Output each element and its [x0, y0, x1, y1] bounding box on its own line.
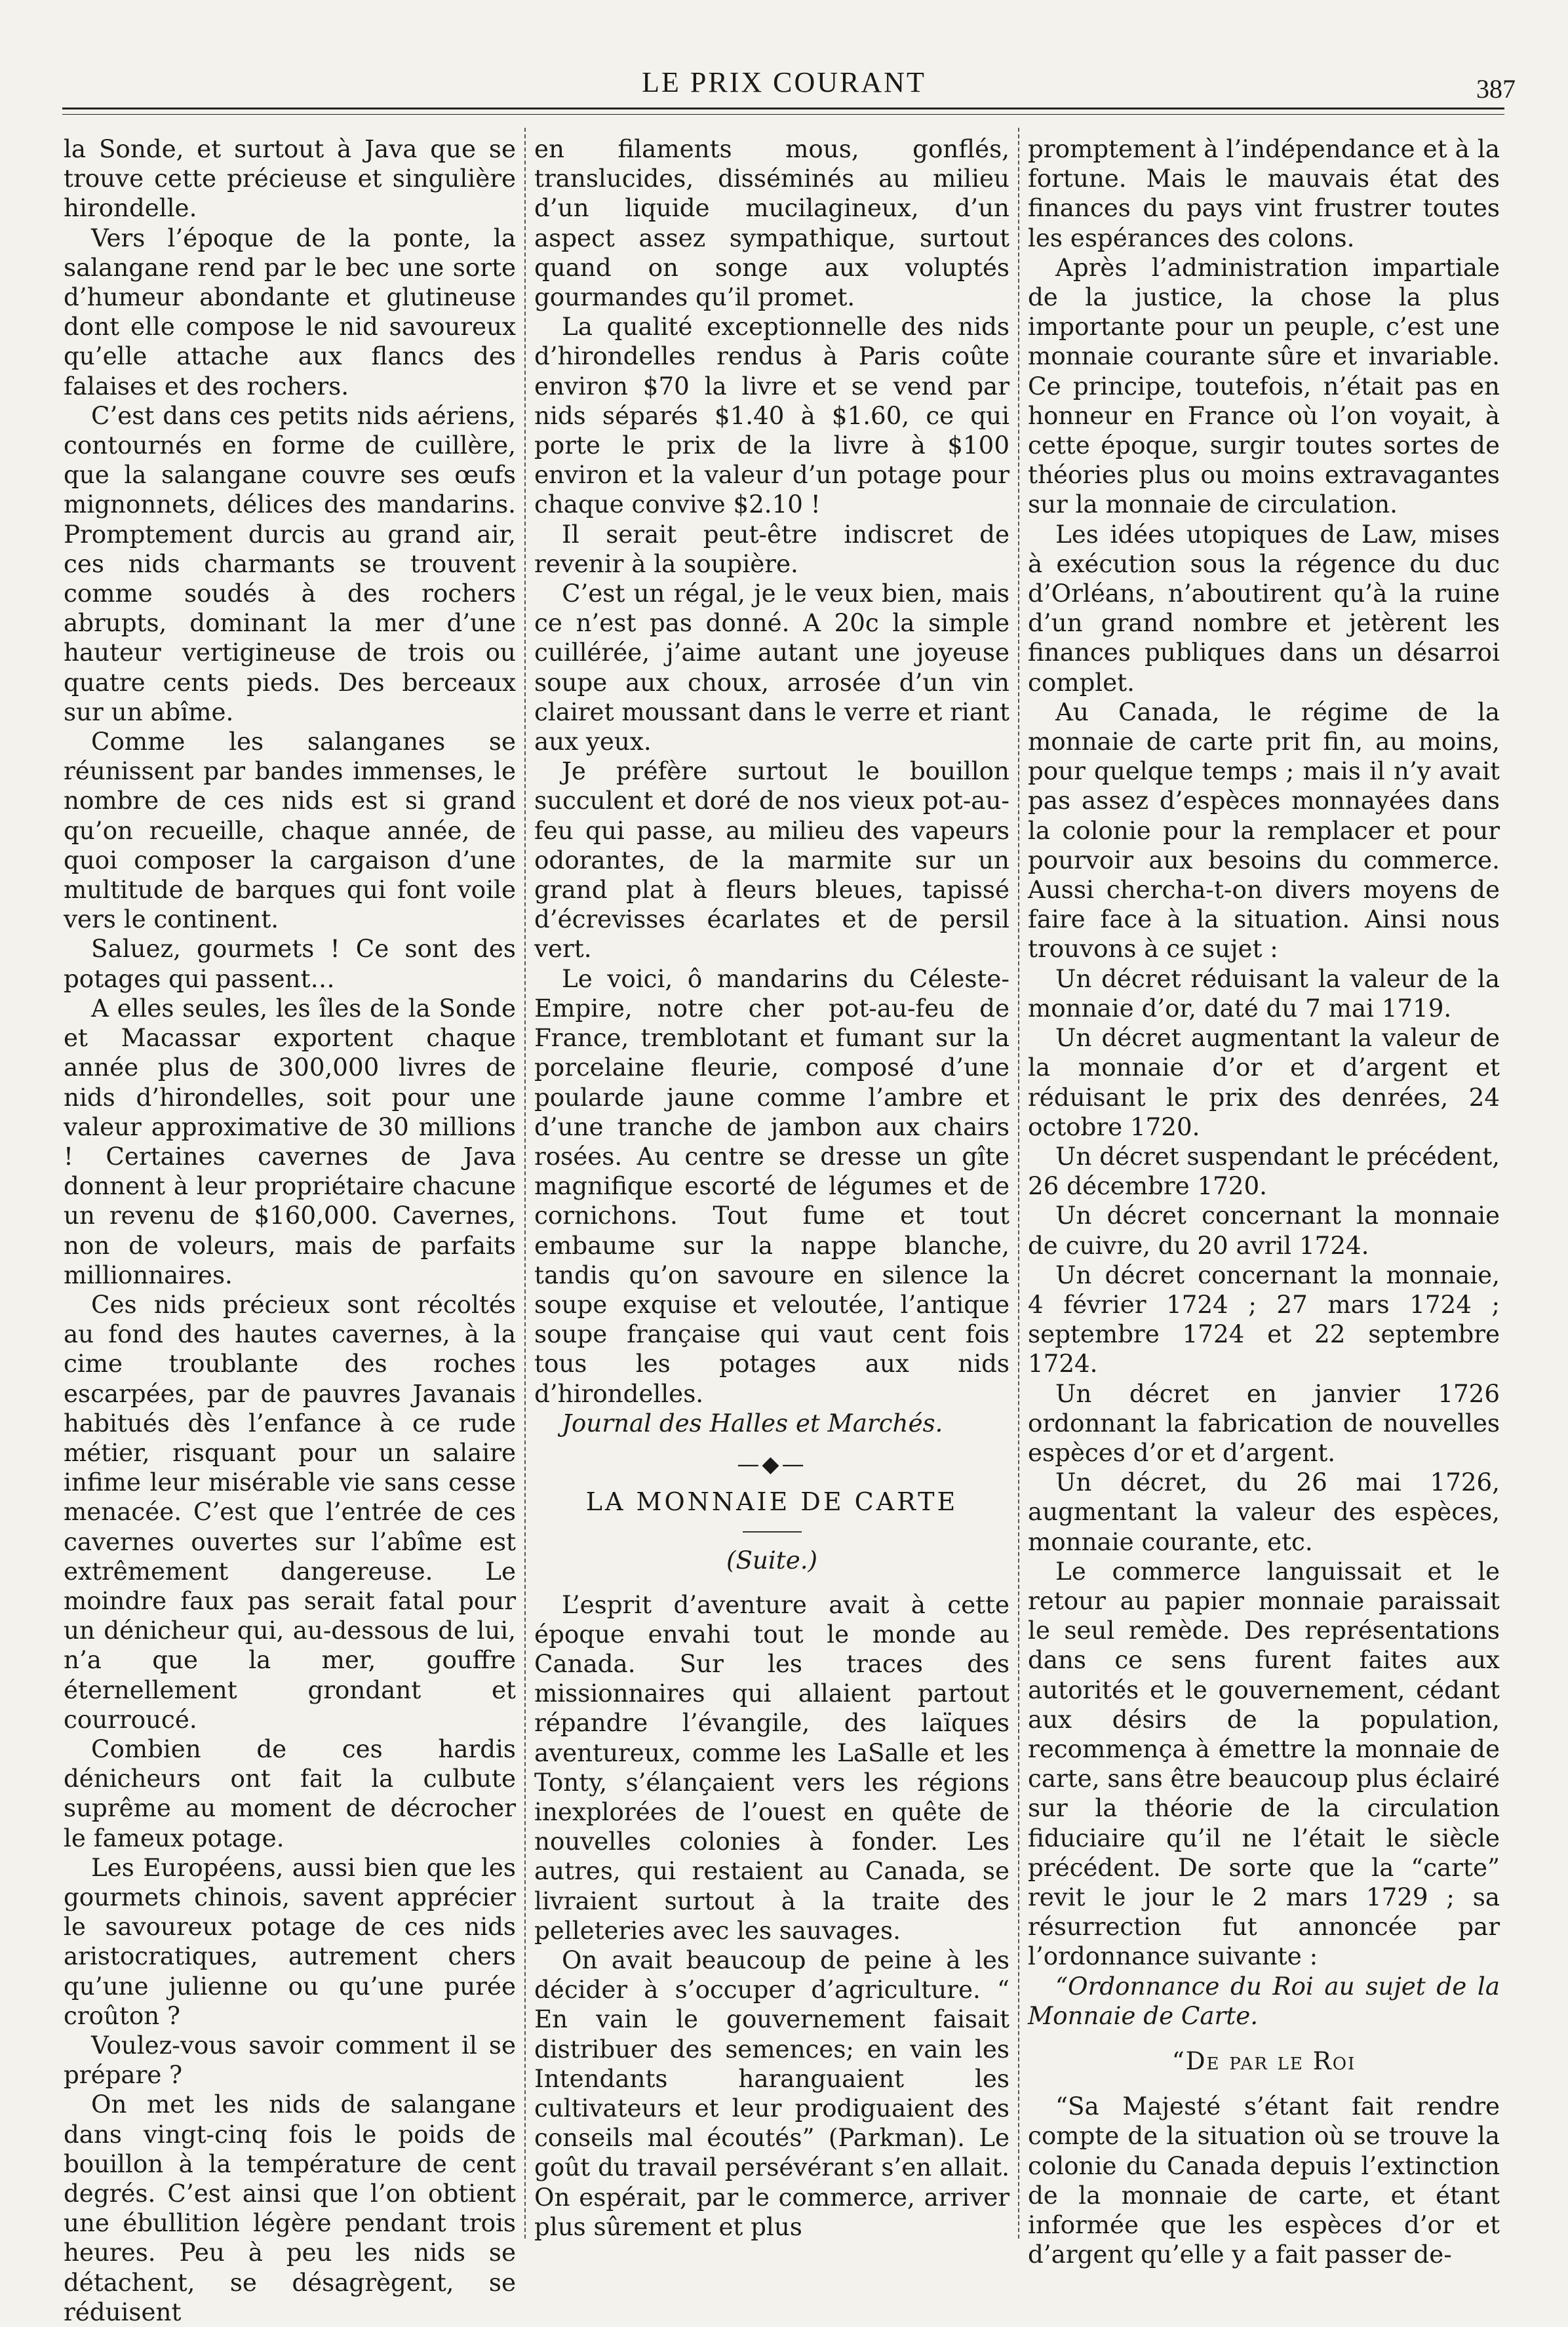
- paragraph: Après l’administration impartiale de la justice, la chose la plus importante pour un peuple, c’est une monnaie courante sûre et invariable. Ce principe, toutefois, n’était pas en honneur en France où l’on voyait, à cette époque, surgir toutes sortes de théories plus ou moins extravagantes sur la monnaie de circulation.: [1028, 252, 1500, 519]
- column-3: [1028, 134, 1500, 2269]
- paragraph: La qualité exceptionnelle des nids d’hirondelles rendus à Paris coûte environ $70 la livre et se vend par nids séparés $1.40 à $1.60, ce qui porte le prix de la livre à $100 environ et la valeur d’un potage pour chaque convive $2.10 !: [534, 312, 1009, 519]
- title-rule: [743, 1531, 802, 1533]
- paragraph: Les Européens, aussi bien que les gourmets chinois, savent apprécier le savoureux potage de ces nids aristocratiques, autrement chers qu’une julienne ou qu’une purée croûton ?: [64, 1852, 516, 2030]
- paragraph: Ces nids précieux sont récoltés au fond des hautes cavernes, à la cime troublante des roches escarpées, par de pauvres Javanais habitués dès l’enfance à ce rude métier, risquant pour un salaire infime leur misérable vie sans cesse menacée. C’est que l’entrée de ces cavernes ouvertes sur l’abîme est extrêmement dangereuse. Le moindre faux pas serait fatal pour un dénicheur qui, au-dessous de lui, n’a que la mer, gouffre éternellement grondant et courroucé.: [64, 1289, 516, 1734]
- paragraph: Un décret augmentant la valeur de la monnaie d’or et d’argent et réduisant le prix des denrées, 24 octobre 1720.: [1028, 1023, 1500, 1141]
- paragraph: A elles seules, les îles de la Sonde et Macassar exportent chaque année plus de 300,000 livres de nids d’hirondelles, soit pour une valeur approximative de 30 millions ! Certaines cavernes de Java donnent à leur propriétaire chacune un revenu de $160,000. Cavernes, non de voleurs, mais de parfaits millionnaires.: [64, 993, 516, 1289]
- paragraph: Les idées utopiques de Law, mises à exécution sous la régence du duc d’Orléans, n’aboutirent qu’à la ruine d’un grand nombre et jetèrent les finances publiques dans un désarroi complet.: [1028, 519, 1500, 697]
- paragraph: Vers l’époque de la ponte, la salangane rend par le bec une sorte d’humeur abondante et glutineuse dont elle compose le nid savoureux qu’elle attache aux flancs des falaises et des rochers.: [64, 223, 516, 401]
- paragraph: Comme les salanganes se réunissent par bandes immenses, le nombre de ces nids est si grand qu’on recueille, chaque année, de quoi composer la cargaison d’une multitude de barques qui font voile vers le continent.: [64, 727, 516, 934]
- paragraph: Un décret, du 26 mai 1726, augmentant la valeur des espèces, monnaie courante, etc.: [1028, 1468, 1500, 1556]
- paragraph: Au Canada, le régime de la monnaie de carte prit fin, au moins, pour quelque temps ; mais il n’y avait pas assez d’espèces monnayées dans la colonie pour la remplacer et pour pourvoir aux besoins du commerce. Aussi chercha-t-on divers moyens de faire face à la situation. Ainsi nous trouvons à ce sujet :: [1028, 697, 1500, 964]
- paragraph: Un décret concernant la monnaie de cuivre, du 20 avril 1724.: [1028, 1201, 1500, 1260]
- decree-heading: “De par le Roi: [1171, 2046, 1356, 2075]
- paragraph: On met les nids de salangane dans vingt-cinq fois le poids de bouillon à la température de cent degrés. C’est ainsi que l’on obtient une ébullition légère pendant trois heures. Peu à peu les nids se détachent, se désagrègent, se réduisent: [64, 2090, 516, 2326]
- ornament-divider: —◆—: [737, 1451, 807, 1477]
- paragraph: C’est dans ces petits nids aériens, contournés en forme de cuillère, que la salangane couvre ses œufs mignonnets, délices des mandarins. Promptement durcis au grand air, ces nids charmants se trouvent comme soudés à des rochers abrupts, dominant la mer d’une hauteur vertigineuse de trois ou quatre cents pieds. Des berceaux sur un abîme.: [64, 401, 516, 726]
- paragraph: Le voici, ô mandarins du Céleste-Empire, notre cher pot-au-feu de France, tremblotant et fumant sur la porcelaine fleurie, composé d’une poularde jaune comme l’ambre et d’une tranche de jambon aux chairs rosées. Au centre se dresse un gîte magnifique escorté de légumes et de cornichons. Tout fume et tout embaume sur la nappe blanche, tandis qu’on savoure en silence la soupe exquise et veloutée, l’antique soupe française qui vaut cent fois tous les potages aux nids d’hirondelles.: [534, 964, 1009, 1408]
- paragraph: On avait beaucoup de peine à les décider à s’occuper d’agriculture. “ En vain le gouvernement faisait distribuer des semences; en vain les Intendants haranguaient les cultivateurs et leur prodiguaient des conseils mal écoutés” (Parkman). Le goût du travail persévérant s’en allait. On espérait, par le commerce, arriver plus sûrement et plus: [534, 1945, 1009, 2241]
- column-1: [64, 134, 516, 2326]
- paragraph: Le commerce languissait et le retour au papier monnaie paraissait le seul remède. Des représentations dans ce sens furent faites aux autorités et le gouvernement, cédant aux désirs de la population, recommença à émettre la monnaie de carte, sans être beaucoup plus éclairé sur la théorie de la circulation fiduciaire qu’il ne l’était le siècle précédent. De sorte que la “carte” revit le jour le 2 mars 1729 ; sa résurrection fut annoncée par l’ordonnance suivante :: [1028, 1556, 1500, 1971]
- page-title: LE PRIX COURANT: [642, 66, 926, 98]
- paragraph: en filaments mous, gonflés, translucides, disséminés au milieu d’un liquide mucilagineux, d’un aspect assez sympathique, surtout quand on songe aux voluptés gourmandes qu’il promet.: [534, 134, 1009, 312]
- column-separator: [1018, 128, 1019, 2239]
- paragraph: Je préfère surtout le bouillon succulent et doré de nos vieux pot-au-feu qui passe, au milieu des vapeurs odorantes, de la marmite sur un grand plat à fleurs bleues, tapissé d’écrevisses écarlates et de persil vert.: [534, 756, 1009, 964]
- paragraph: “Sa Majesté s’étant fait rendre compte de la situation où se trouve la colonie du Canada depuis l’extinction de la monnaie de carte, et étant informée que les espèces d’or et d’argent qu’elle y a fait passer de-: [1028, 2092, 1500, 2269]
- paragraph: Il serait peut-être indiscret de revenir à la soupière.: [534, 519, 1009, 578]
- paragraph: Un décret réduisant la valeur de la monnaie d’or, daté du 7 mai 1719.: [1028, 964, 1500, 1023]
- paragraph: C’est un régal, je le veux bien, mais ce n’est pas donné. A 20c la simple cuillérée, j’aime autant une joyeuse soupe aux choux, arrosée d’un vin clairet moussant dans le verre et riant aux yeux.: [534, 579, 1009, 756]
- paragraph: promptement à l’indépendance et à la fortune. Mais le mauvais état des finances du pays vint frustrer toutes les espérances des colons.: [1028, 134, 1500, 252]
- paragraph: Un décret en janvier 1726 ordonnant la fabrication de nouvelles espèces d’or et d’argent.: [1028, 1379, 1500, 1467]
- ordinance-title: “Ordonnance du Roi au sujet de la Monnaie de Carte.: [1028, 1971, 1500, 2030]
- paragraph: Combien de ces hardis dénicheurs ont fait la culbute suprême au moment de décrocher le fameux potage.: [64, 1734, 516, 1852]
- paragraph: Voulez-vous savoir comment il se prépare ?: [64, 2031, 516, 2090]
- section-subtitle: (Suite.): [726, 1546, 818, 1575]
- paragraph: Un décret suspendant le précédent, 26 décembre 1720.: [1028, 1141, 1500, 1201]
- section-title: LA MONNAIE DE CARTE: [585, 1487, 958, 1517]
- column-2: [534, 134, 1009, 2239]
- paragraph: la Sonde, et surtout à Java que se trouve cette précieuse et singulière hirondelle.: [64, 134, 516, 223]
- paragraph: Saluez, gourmets ! Ce sont des potages qui passent…: [64, 934, 516, 993]
- page-number: 387: [1476, 74, 1516, 104]
- paragraph: L’esprit d’aventure avait à cette époque envahi tout le monde au Canada. Sur les traces des missionnaires qui allaient partout répandre l’évangile, des laïques aventureux, comme les LaSalle et les Tonty, s’élançaient vers les régions inexplorées de l’ouest en quête de nouvelles colonies à fonder. Les autres, qui restaient au Canada, se livraient surtout à la traite des pelleteries avec les sauvages.: [534, 1590, 1009, 1945]
- header-rule: [62, 108, 1504, 109]
- article-source: Journal des Halles et Marchés.: [562, 1408, 943, 1437]
- paragraph: Un décret concernant la monnaie, 4 février 1724 ; 27 mars 1724 ; septembre 1724 et 22 septembre 1724.: [1028, 1260, 1500, 1379]
- header-rule-thin: [62, 114, 1504, 115]
- column-separator: [524, 128, 526, 2239]
